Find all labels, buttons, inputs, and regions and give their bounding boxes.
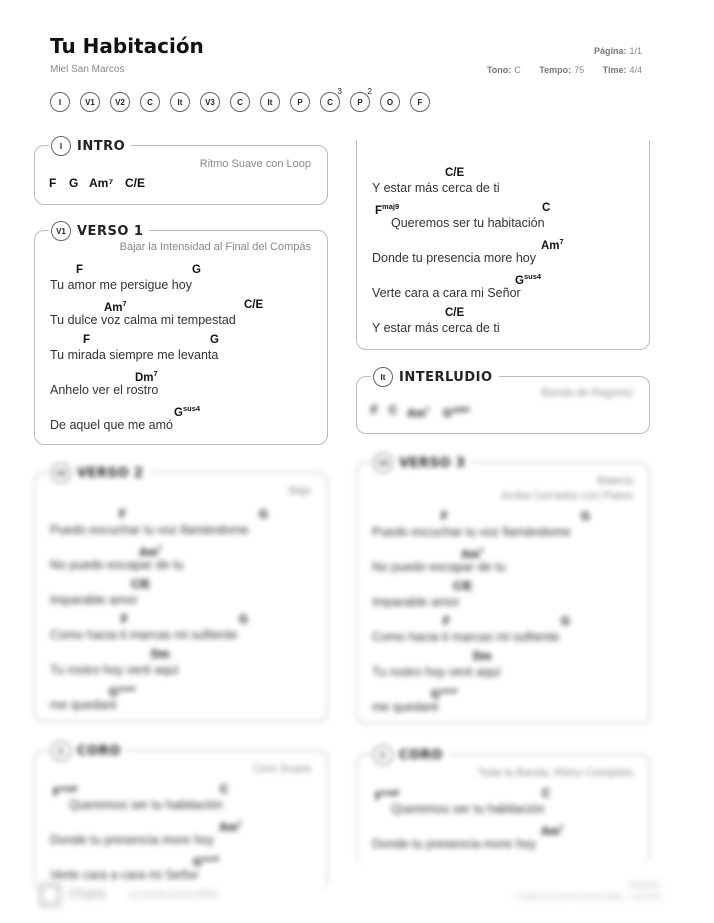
sequence-pill: F: [410, 92, 430, 112]
lyric-line: me quedaré: [372, 700, 439, 714]
section-name: INTERLUDIO: [399, 369, 493, 385]
section-badge: I: [51, 136, 71, 156]
section-badge: C: [51, 741, 71, 761]
chord-label: $G^{sus4}$: [174, 404, 201, 419]
chord-label: $G^{sus4}$: [193, 854, 220, 869]
chord-label: C: [220, 784, 229, 796]
chord-label: G: [259, 509, 268, 521]
page-footer: [40, 880, 660, 910]
sequence-pill: V1: [80, 92, 100, 112]
chord-label: G: [192, 264, 201, 276]
lyric-line: Verte cara a cara mi Señor: [372, 286, 521, 300]
lyric-line: Tu mirada siempre me levanta: [50, 348, 219, 362]
section-sequence: [50, 87, 440, 112]
sequence-pill: P 2: [350, 92, 370, 112]
section-note: Batería: [597, 475, 633, 487]
section-note-2: Arriba Cerrados con Platos: [500, 490, 633, 502]
chord-label: Dm: [151, 649, 170, 661]
lyric-line: Tu amor me persigue hoy: [50, 278, 192, 292]
section-tag: [371, 367, 499, 387]
tempo-value: 75: [574, 65, 585, 75]
chord-label: Dm$^7$: [135, 369, 158, 384]
chord-label: $F^{maj9}$: [375, 202, 400, 217]
section-badge: V1: [51, 221, 71, 241]
chord-label: G: [239, 614, 248, 626]
chord-label: F: [121, 614, 129, 626]
section-coro-continued: [356, 140, 650, 350]
sequence-pill: C: [230, 92, 250, 112]
song-artist: Miel San Marcos: [50, 64, 125, 75]
page-value: 1/1: [629, 46, 642, 56]
section-badge: C: [373, 745, 393, 765]
chord-label: F: [441, 511, 449, 523]
section-badge: V3: [373, 453, 393, 473]
section-tag: [49, 741, 127, 761]
section-note: Toda la Banda, Ritmo Completo: [477, 767, 633, 779]
key-label: Tono:: [486, 65, 512, 75]
chord-label: Am$^7$: [461, 546, 484, 561]
song-header: [50, 34, 642, 84]
sequence-pill: I: [50, 92, 70, 112]
section-verso-1: [34, 223, 328, 445]
lyric-line: No puedo escapar de tu: [372, 560, 506, 574]
section-name: CORO: [77, 743, 121, 759]
section-note: Banda de Regreso: [541, 387, 633, 399]
lyric-line: Tu rostro hoy veré aquí: [372, 665, 501, 679]
key-value: C: [514, 65, 521, 75]
section-name: INTRO: [77, 138, 126, 154]
chord-label: Am$^7$: [104, 299, 127, 314]
section-verso-2: [34, 465, 328, 722]
song-title: Tu Habitación: [50, 34, 204, 58]
song-meta: [471, 65, 642, 75]
tempo-label: Tempo:: [539, 65, 572, 75]
lyric-line: Puedo escuchar tu voz llamándome: [50, 523, 249, 537]
sequence-pill: V2: [110, 92, 130, 112]
chord-label: F: [119, 509, 127, 521]
lyric-line: Verte cara a cara mi Señor: [50, 868, 199, 882]
section-coro-right: [356, 747, 650, 864]
footer-license: ccli chords-license 00000: [128, 890, 218, 899]
chord-label: $G^{add4}$: [443, 405, 470, 420]
chord-label: $G^{sus4}$: [515, 272, 542, 287]
lyric-line: Como hacia ti marcas mi sufiiente: [372, 630, 560, 644]
chord-label: F: [443, 616, 451, 628]
page-info: [594, 46, 642, 56]
chord-label: C/E: [125, 176, 146, 190]
chord-label: $F^{maj9}$: [53, 784, 78, 799]
lyric-line: Imparable amor: [372, 595, 460, 609]
chord-label: $F^{maj9}$: [375, 788, 400, 803]
section-note: Coro Suave: [252, 763, 311, 775]
chord-label: C/E: [445, 167, 465, 179]
section-note: Ritmo Suave con Loop: [199, 158, 311, 170]
chord-label: Am$^7$: [541, 237, 564, 252]
section-name: CORO: [399, 747, 443, 763]
section-tag: [371, 453, 471, 473]
lyric-line: Queremos ser tu habitación: [69, 798, 223, 812]
chord-label: F: [49, 176, 57, 190]
lyric-line: Tu dulce voz calma mi tempestad: [50, 313, 236, 327]
logo-icon: [40, 884, 60, 906]
sequence-pill: C: [140, 92, 160, 112]
lyric-line: Donde tu presencia more hoy: [50, 833, 214, 847]
chord-label: C/E: [445, 307, 465, 319]
chord-label: Am⁷: [89, 176, 114, 190]
chord-label: Am$^7$: [219, 819, 242, 834]
chord-label: C/E: [131, 579, 151, 591]
chord-label: F: [76, 264, 84, 276]
chord-label: C/E: [453, 581, 473, 593]
sequence-pill: V3: [200, 92, 220, 112]
page-label: Página:: [593, 46, 627, 56]
lyric-line: Donde tu presencia more hoy: [372, 251, 536, 265]
lyric-line: De aquel que me amó: [50, 418, 173, 432]
section-interludio: [356, 369, 650, 434]
sequence-pill: It: [170, 92, 190, 112]
section-tag: [49, 463, 149, 483]
lyric-line: No puedo escapar de tu: [50, 558, 184, 572]
time-value: 4/4: [629, 65, 642, 75]
sequence-pill: P: [290, 92, 310, 112]
sequence-pill: O: [380, 92, 400, 112]
lyric-line: Puedo escuchar tu voz llamándome: [372, 525, 571, 539]
section-name: VERSO 2: [77, 465, 144, 481]
chord-label: Am$^7$: [139, 544, 162, 559]
section-tag: [49, 136, 131, 156]
lyric-line: Queremos ser tu habitación: [391, 802, 545, 816]
lyric-line: Anhelo ver el rostro: [50, 383, 159, 397]
sequence-pill: C 3: [320, 92, 340, 112]
chord-label: Dm: [473, 651, 492, 663]
chord-label: G: [581, 511, 590, 523]
section-note: Bajo: [288, 485, 311, 497]
section-verso-3: [356, 455, 650, 724]
lyric-line: Queremos ser tu habitación: [391, 216, 545, 230]
section-badge: It: [373, 367, 393, 387]
section-intro: [34, 138, 328, 205]
chord-label: C: [542, 202, 551, 214]
sequence-pill: It: [260, 92, 280, 112]
chord-label: C/E: [244, 299, 264, 311]
chord-label: G: [561, 616, 570, 628]
chord-label: $G^{sus4}$: [431, 686, 458, 701]
lyric-line: Y estar más cerca de ti: [372, 181, 500, 195]
chord-label: C: [389, 405, 398, 417]
lyric-line: Imparable amor: [50, 593, 138, 607]
chord-label: Am$^7$: [407, 405, 430, 420]
section-note: Bajar la Intensidad al Final del Compás: [119, 241, 311, 253]
section-tag: [371, 745, 449, 765]
section-badge: V2: [51, 463, 71, 483]
chord-label: Am$^7$: [541, 823, 564, 838]
chord-label: C: [542, 788, 551, 800]
section-tag: [49, 221, 149, 241]
lyric-line: me quedaré: [50, 698, 117, 712]
section-name: VERSO 3: [399, 455, 466, 471]
lyric-line: Y estar más cerca de ti: [372, 321, 500, 335]
section-coro-left: [34, 743, 328, 890]
time-label: Time:: [602, 65, 627, 75]
lyric-line: Tu rostro hoy veré aquí: [50, 663, 179, 677]
footer-brand: Charts: [68, 886, 107, 901]
chord-label: G: [210, 334, 219, 346]
chord-label: $G^{sus4}$: [109, 684, 136, 699]
chord-label: F: [83, 334, 91, 346]
section-name: VERSO 1: [77, 223, 144, 239]
footer-right-bottom: © Todos los Derechos Reservados · 1 de 2019: [514, 894, 660, 901]
lyric-line: Como hacia ti marcas mi sufiiente: [50, 628, 238, 642]
lyric-line: Donde tu presencia more hoy: [372, 837, 536, 851]
footer-right-top: Songbook: [628, 882, 660, 889]
chord-label: G: [69, 176, 79, 190]
chord-label: F: [371, 405, 379, 417]
